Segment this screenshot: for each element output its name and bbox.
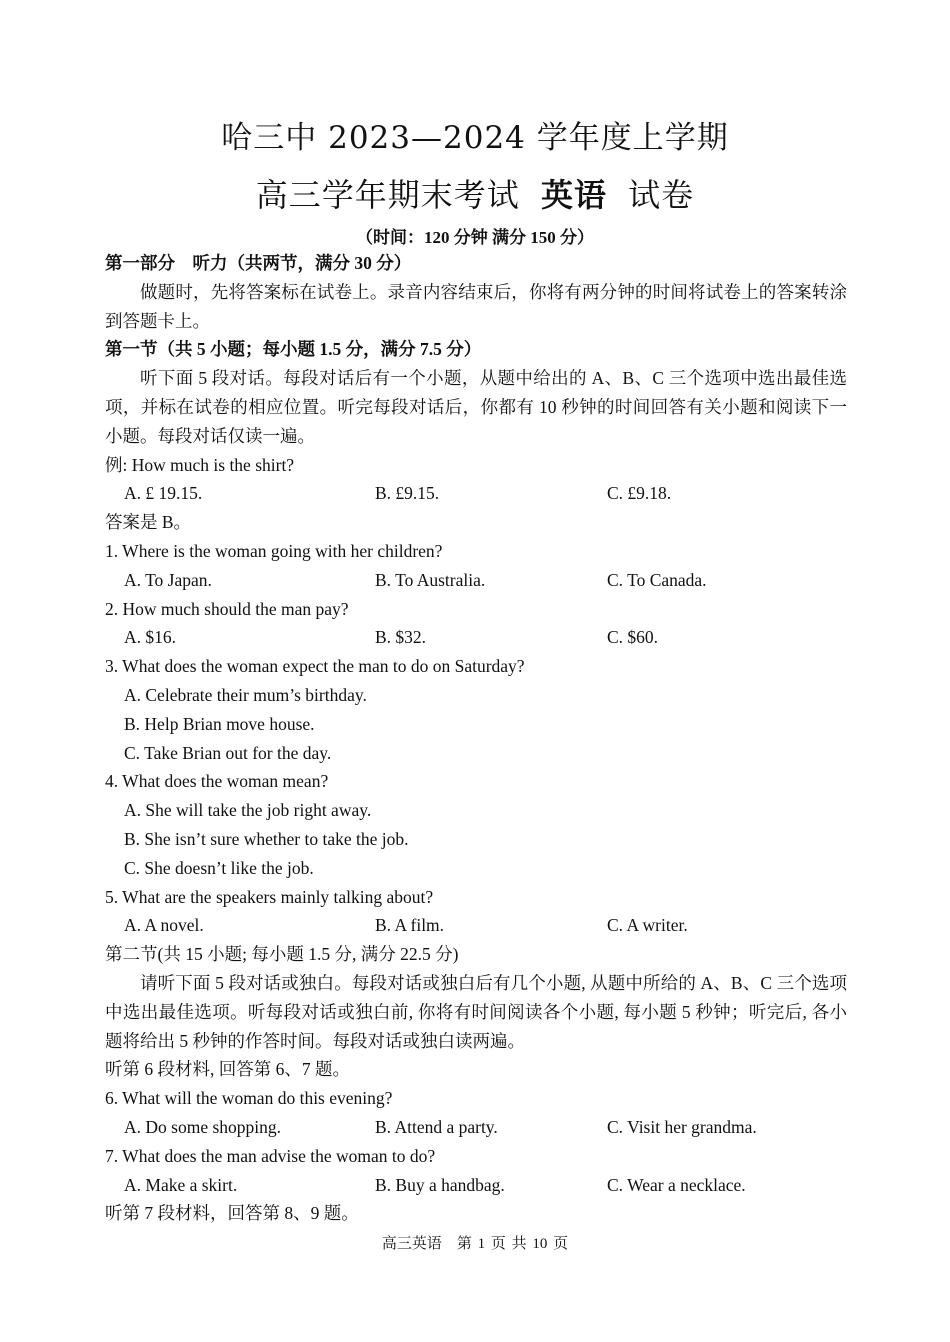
section2-instructions: 请听下面 5 段对话或独白。每段对话或独白后有几个小题, 从题中所给的 A、B、C 三个选项中选出最佳选项。听每段对话或独白前, 你将有时间阅读各个小题, 每小题 5 秒钟；听完后, 各小题将给出 5 秒钟的作答时间。每段对话或独白读两遍。 — [105, 972, 847, 1051]
option-a: A. £ 19.15. — [124, 483, 203, 504]
option-c: C. She doesn’t like the job. — [124, 857, 314, 878]
option-b: B. $32. — [375, 627, 427, 648]
exam-title-subject: 英语 — [540, 176, 607, 214]
question-1: 1. Where is the woman going with her children? — [105, 540, 443, 561]
option-c: C. Take Brian out for the day. — [124, 742, 332, 763]
part1-instructions: 做题时，先将答案标在试卷上。录音内容结束后，你将有两分钟的时间将试卷上的答案转涂到答题卡上。 — [105, 281, 847, 331]
example-answer: 答案是 B。 — [105, 512, 192, 533]
exam-subtitle: （时间：120 分钟 满分 150 分） — [356, 228, 594, 247]
question-5-options — [105, 911, 847, 940]
question-5: 5. What are the speakers mainly talking about? — [105, 886, 434, 907]
exam-title-suffix: 试卷 — [628, 176, 695, 214]
option-c: C. Wear a necklace. — [607, 1174, 746, 1195]
option-c: C. $60. — [607, 627, 659, 648]
option-b: B. £9.15. — [375, 483, 440, 504]
option-a: A. Do some shopping. — [124, 1116, 282, 1137]
section1-instructions: 听下面 5 段对话。每段对话后有一个小题，从题中给出的 A、B、C 三个选项中选出最佳选项，并标在试卷的相应位置。听完每段对话后，你都有 10 秒钟的时间回答有关小题和阅读下一小题。每段对话仅读一遍。 — [105, 368, 847, 446]
option-c: C. A writer. — [607, 915, 688, 936]
option-a: A. A novel. — [124, 915, 204, 936]
exam-title-line2 — [0, 170, 950, 216]
part1-heading: 第一部分 听力（共两节，满分 30 分） — [105, 253, 412, 273]
option-a: A. Make a skirt. — [124, 1174, 238, 1195]
question-6: 6. What will the woman do this evening? — [105, 1088, 393, 1109]
option-c: C. Visit her grandma. — [607, 1116, 757, 1137]
question-2: 2. How much should the man pay? — [105, 598, 349, 619]
material-7-note: 听第 7 段材料，回答第 8、9 题。 — [105, 1203, 359, 1224]
option-b: B. A film. — [375, 915, 445, 936]
option-a: A. To Japan. — [124, 569, 212, 590]
section2-heading: 第二节(共 15 小题; 每小题 1.5 分, 满分 22.5 分) — [105, 944, 459, 965]
question-2-options — [105, 623, 847, 652]
option-b: B. She isn’t sure whether to take the job. — [124, 828, 409, 849]
exam-title-grade: 高三学年期末考试 — [255, 176, 520, 214]
question-4: 4. What does the woman mean? — [105, 771, 329, 792]
question-1-options — [105, 566, 847, 595]
option-a: A. Celebrate their mum’s birthday. — [124, 684, 367, 705]
exam-content — [105, 249, 847, 1228]
option-b: B. Buy a handbag. — [375, 1174, 505, 1195]
question-7: 7. What does the man advise the woman to do? — [105, 1145, 436, 1166]
example-question: 例: How much is the shirt? — [105, 454, 295, 475]
example-options — [105, 479, 847, 508]
option-c: C. £9.18. — [607, 483, 672, 504]
section1-heading: 第一节（共 5 小题；每小题 1.5 分，满分 7.5 分） — [105, 339, 482, 360]
option-c: C. To Canada. — [607, 569, 707, 590]
option-b: B. Attend a party. — [375, 1116, 498, 1137]
question-6-options — [105, 1113, 847, 1142]
option-a: A. $16. — [124, 627, 177, 648]
option-b: B. Help Brian move house. — [124, 713, 315, 734]
option-a: A. She will take the job right away. — [124, 800, 372, 821]
option-b: B. To Australia. — [375, 569, 486, 590]
exam-title-line1: 哈三中 2023—2024 学年度上学期 — [221, 120, 729, 156]
material-6-note: 听第 6 段材料, 回答第 6、7 题。 — [105, 1059, 350, 1080]
page-footer: 高三英语 第 1 页 共 10 页 — [381, 1236, 569, 1252]
question-7-options — [105, 1171, 847, 1200]
question-3: 3. What does the woman expect the man to do on Saturday? — [105, 656, 525, 677]
